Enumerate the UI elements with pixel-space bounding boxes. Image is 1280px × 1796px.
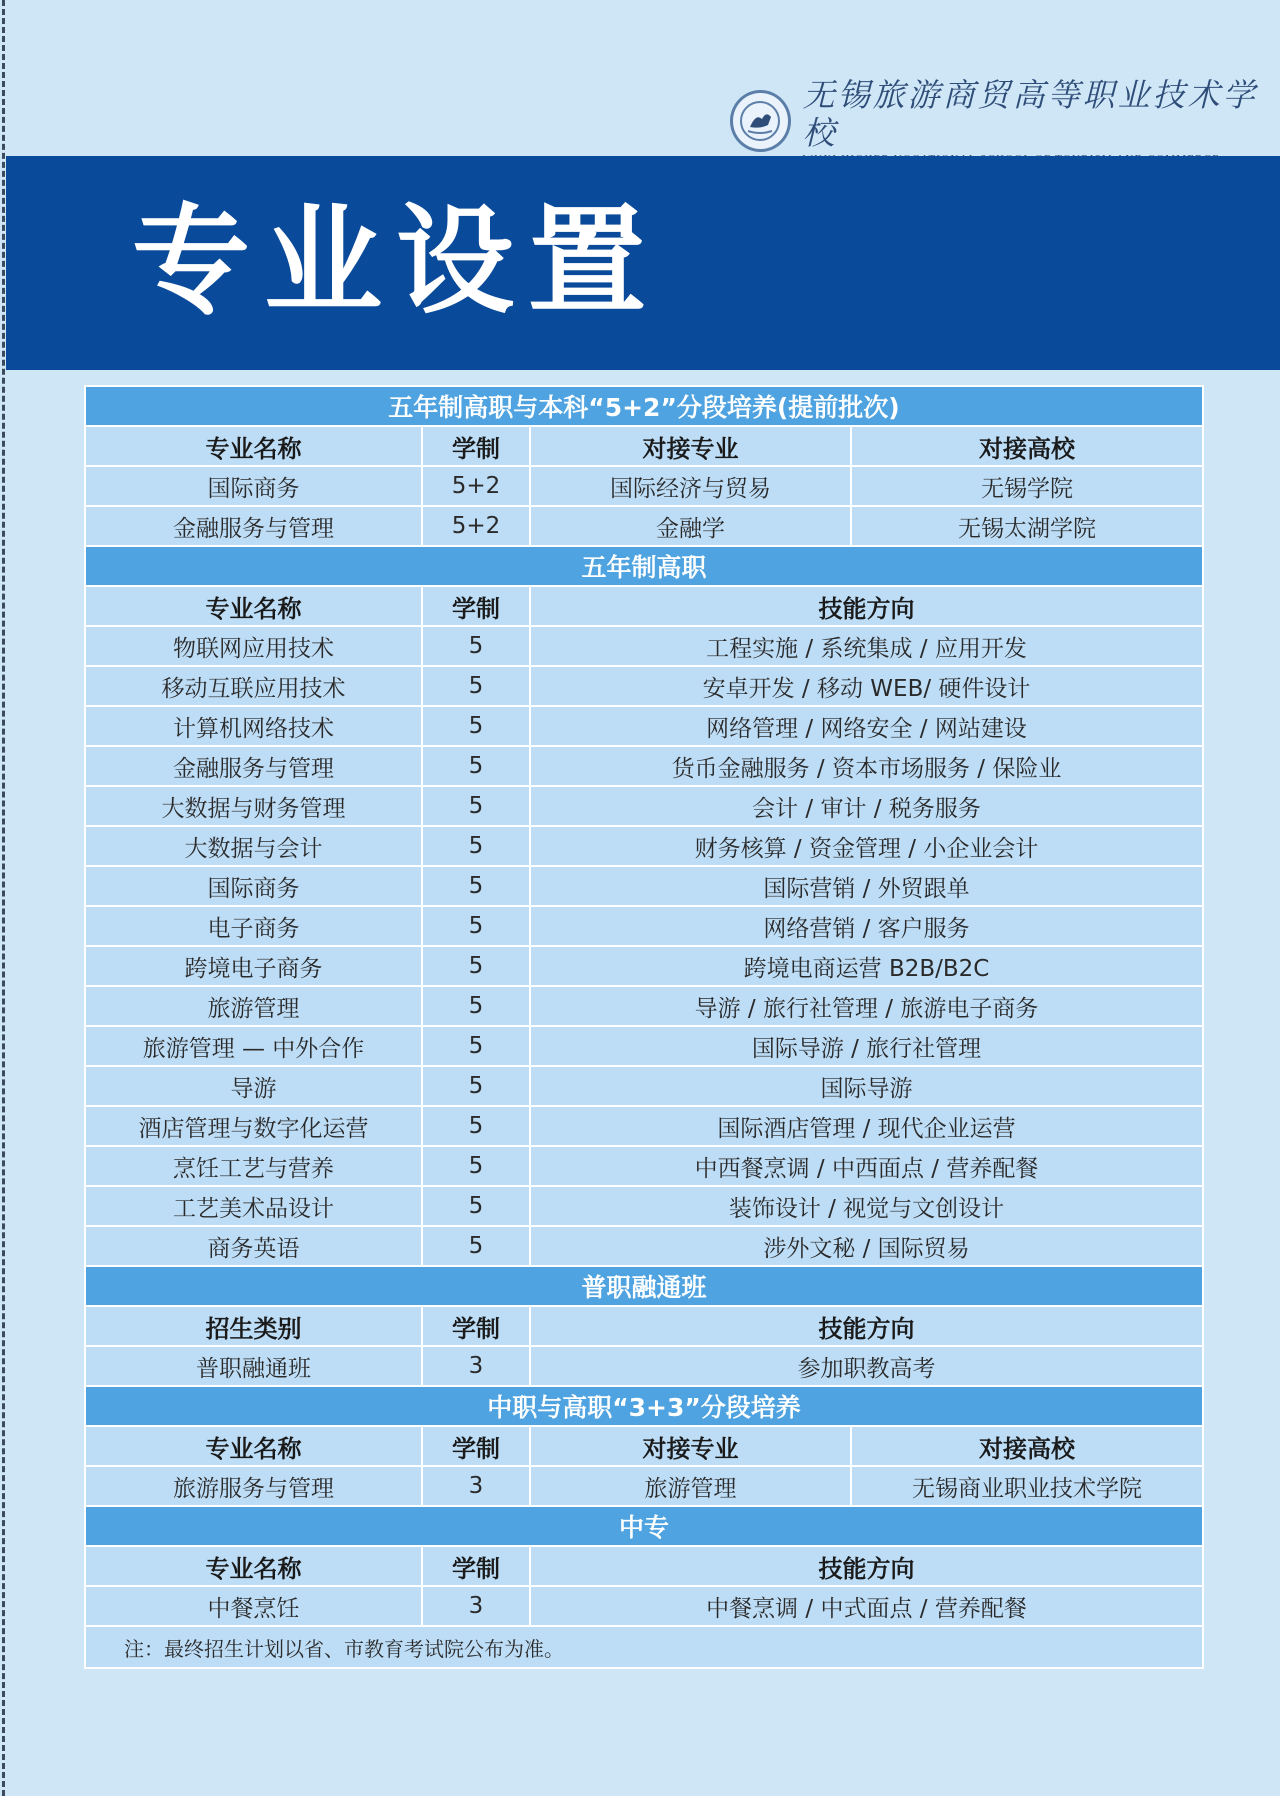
column-header-row [85,426,1203,466]
school-logo [730,76,1280,156]
duration: 5 [422,626,530,666]
duration: 3 [422,1466,530,1506]
column-header-row [85,1426,1203,1466]
skill-direction: 中餐烹调 / 中式面点 / 营养配餐 [530,1586,1203,1626]
skill-direction: 国际营销 / 外贸跟单 [530,866,1203,906]
skill-direction: 财务核算 / 资金管理 / 小企业会计 [530,826,1203,866]
table-row [85,1226,1203,1266]
major-name: 旅游管理 — 中外合作 [85,1026,422,1066]
major-name: 金融服务与管理 [85,746,422,786]
major-name: 中餐烹饪 [85,1586,422,1626]
skill-direction: 导游 / 旅行社管理 / 旅游电子商务 [530,986,1203,1026]
table-row [85,1066,1203,1106]
major-name: 计算机网络技术 [85,706,422,746]
duration: 5 [422,1186,530,1226]
table-row [85,1106,1203,1146]
section-title: 五年制高职与本科“5+2”分段培养(提前批次) [85,386,1203,426]
column-header: 对接高校 [851,1426,1203,1466]
major-name: 商务英语 [85,1226,422,1266]
table-row [85,1186,1203,1226]
duration: 5 [422,666,530,706]
duration: 5 [422,906,530,946]
column-header: 技能方向 [530,1306,1203,1346]
section-title: 五年制高职 [85,546,1203,586]
duration: 5 [422,1066,530,1106]
skill-direction: 安卓开发 / 移动 WEB/ 硬件设计 [530,666,1203,706]
column-header: 专业名称 [85,1546,422,1586]
column-header: 学制 [422,586,530,626]
skill-direction: 涉外文秘 / 国际贸易 [530,1226,1203,1266]
column-header: 专业名称 [85,426,422,466]
skill-direction: 国际导游 / 旅行社管理 [530,1026,1203,1066]
table-row [85,786,1203,826]
table-row [85,706,1203,746]
skill-direction: 货币金融服务 / 资本市场服务 / 保险业 [530,746,1203,786]
skill-direction: 网络营销 / 客户服务 [530,906,1203,946]
duration: 5 [422,1146,530,1186]
section-title: 中专 [85,1506,1203,1546]
section-title: 普职融通班 [85,1266,1203,1306]
column-header-row [85,586,1203,626]
column-header: 学制 [422,426,530,466]
section-header [85,546,1203,586]
skill-direction: 国际导游 [530,1066,1203,1106]
linked-college: 无锡太湖学院 [851,506,1203,546]
major-name: 电子商务 [85,906,422,946]
column-header: 对接专业 [530,426,851,466]
duration: 3 [422,1346,530,1386]
table-row [85,1466,1203,1506]
duration: 5 [422,786,530,826]
linked-major: 旅游管理 [530,1466,851,1506]
table-row [85,866,1203,906]
page-title: 专业设置 [132,191,661,330]
major-name: 烹饪工艺与营养 [85,1146,422,1186]
section-header [85,1386,1203,1426]
column-header: 学制 [422,1306,530,1346]
major-name: 国际商务 [85,866,422,906]
duration: 5 [422,1106,530,1146]
column-header-row [85,1546,1203,1586]
table-row [85,1146,1203,1186]
column-header: 学制 [422,1546,530,1586]
cut-line [2,0,5,1796]
duration: 5 [422,866,530,906]
table-row [85,1346,1203,1386]
table-row [85,946,1203,986]
skill-direction: 参加职教高考 [530,1346,1203,1386]
table-row [85,746,1203,786]
table-row [85,1026,1203,1066]
section-header [85,1506,1203,1546]
duration: 5+2 [422,506,530,546]
table-row [85,666,1203,706]
note-row [85,1626,1203,1668]
skill-direction: 网络管理 / 网络安全 / 网站建设 [530,706,1203,746]
column-header: 技能方向 [530,586,1203,626]
enrollment-category: 普职融通班 [85,1346,422,1386]
skill-direction: 国际酒店管理 / 现代企业运营 [530,1106,1203,1146]
column-header: 对接高校 [851,426,1203,466]
table-row [85,466,1203,506]
table-row [85,626,1203,666]
skill-direction: 跨境电商运营 B2B/B2C [530,946,1203,986]
program-table [84,385,1204,1669]
duration: 5 [422,746,530,786]
table-row [85,826,1203,866]
major-name: 导游 [85,1066,422,1106]
column-header: 专业名称 [85,1426,422,1466]
skill-direction: 工程实施 / 系统集成 / 应用开发 [530,626,1203,666]
major-name: 移动互联应用技术 [85,666,422,706]
column-header: 技能方向 [530,1546,1203,1586]
linked-college: 无锡学院 [851,466,1203,506]
duration: 5 [422,1026,530,1066]
section-header [85,386,1203,426]
linked-major: 金融学 [530,506,851,546]
duration: 5 [422,986,530,1026]
duration: 5 [422,1226,530,1266]
column-header: 学制 [422,1426,530,1466]
major-name: 大数据与会计 [85,826,422,866]
major-name: 旅游管理 [85,986,422,1026]
table-row [85,1586,1203,1626]
linked-major: 国际经济与贸易 [530,466,851,506]
major-name: 酒店管理与数字化运营 [85,1106,422,1146]
duration: 5 [422,826,530,866]
major-name: 工艺美术品设计 [85,1186,422,1226]
linked-college: 无锡商业职业技术学院 [851,1466,1203,1506]
section-header [85,1266,1203,1306]
major-name: 旅游服务与管理 [85,1466,422,1506]
title-banner [6,156,1280,370]
skill-direction: 装饰设计 / 视觉与文创设计 [530,1186,1203,1226]
school-seal-icon [730,90,791,152]
table-row [85,986,1203,1026]
footnote: 注：最终招生计划以省、市教育考试院公布为准。 [85,1626,1203,1668]
skill-direction: 中西餐烹调 / 中西面点 / 营养配餐 [530,1146,1203,1186]
duration: 5+2 [422,466,530,506]
major-name: 跨境电子商务 [85,946,422,986]
major-name: 国际商务 [85,466,422,506]
major-name: 金融服务与管理 [85,506,422,546]
school-name-cn: 无锡旅游商贸高等职业技术学校 [802,76,1258,152]
major-name: 大数据与财务管理 [85,786,422,826]
skill-direction: 会计 / 审计 / 税务服务 [530,786,1203,826]
column-header: 招生类别 [85,1306,422,1346]
column-header: 专业名称 [85,586,422,626]
major-name: 物联网应用技术 [85,626,422,666]
section-title: 中职与高职“3+3”分段培养 [85,1386,1203,1426]
duration: 5 [422,706,530,746]
table-row [85,506,1203,546]
column-header-row [85,1306,1203,1346]
duration: 3 [422,1586,530,1626]
table-row [85,906,1203,946]
column-header: 对接专业 [530,1426,851,1466]
duration: 5 [422,946,530,986]
